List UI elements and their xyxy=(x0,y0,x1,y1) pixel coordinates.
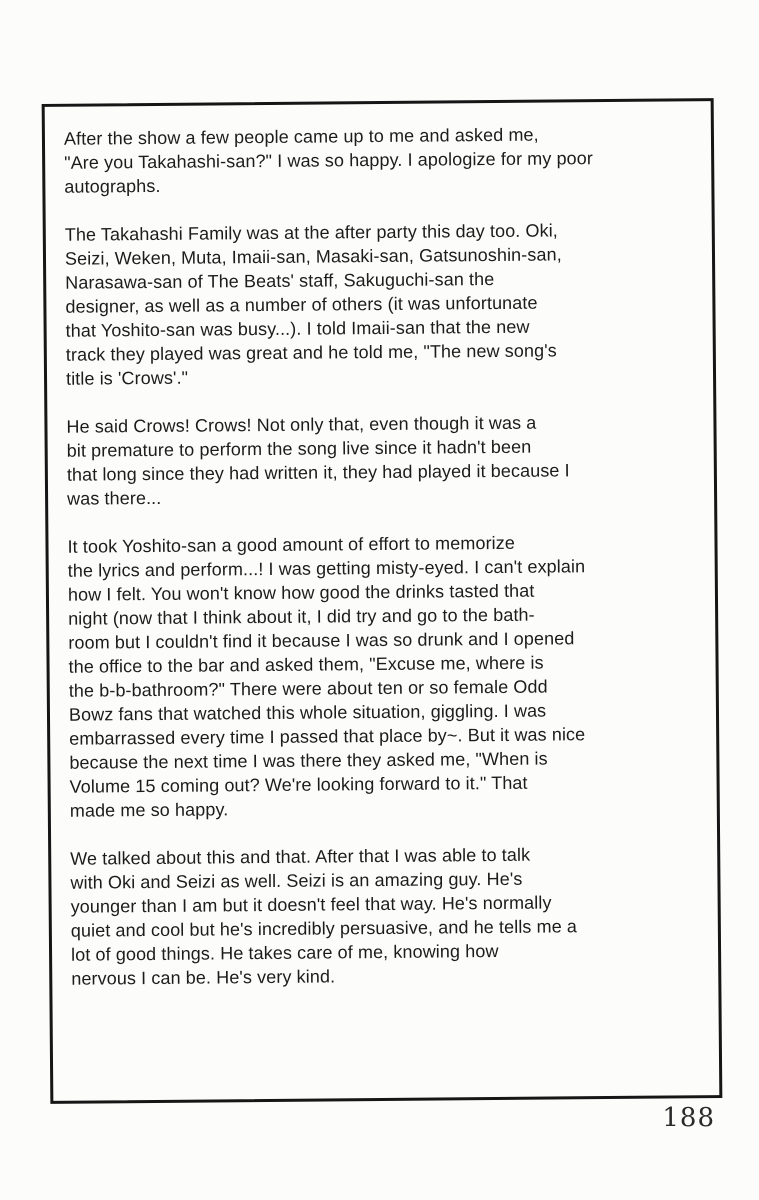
note-paragraph: After the show a few people came up to me and asked me, "Are you Takahashi-san?" I was so happy. I apologize for my poor autographs. xyxy=(63,124,594,197)
author-note-box xyxy=(42,98,723,1104)
page-number: 188 xyxy=(662,1103,715,1133)
note-paragraph: The Takahashi Family was at the after party this day too. Oki, Seizi, Weken, Muta, Imaii-san, Masaki-san, Gatsunoshin-san, Narasawa-san of The Beats' staff, Sakuguchi-san the designer, as well as a number of others (it was unfortunate that Yoshito-san was busy...). I told Imaii-san that the new track they played was great and he told me, "The new song's title is 'Crows'." xyxy=(64,220,562,389)
note-paragraph: He said Crows! Crows! Not only that, even though it was a bit premature to perform the song live since it hadn't been that long since they had written it, they had played it because I was there... xyxy=(66,412,570,509)
note-paragraph: We talked about this and that. After that I was able to talk with Oki and Seizi as well. Seizi is an amazing guy. He's younger than I am but it doesn't feel that way. He's normally quiet and cool but he's incredibly persuasive, and he tells me a lot of good things. He takes care of me, knowing how nervous I can be. He's very kind. xyxy=(70,844,578,989)
note-paragraph: It took Yoshito-san a good amount of effort to memorize the lyrics and perform...! I was getting misty-eyed. I can't explain how I felt. You won't know how good the drinks tasted that night (now that I think about it, I did try and go to the bath- room but I couldn't find it because I was so drunk and I opened the office to the bar and asked them, "Excuse me, where is the b-b-bathroom?" There were about ten or so female Odd Bowz fans that watched this whole situation, giggling. I was embarrassed every time I passed that place by~. But it was nice because the next time I was there they asked me, "When is Volume 15 coming out? We're looking forward to it." That made me so happy. xyxy=(67,532,586,821)
